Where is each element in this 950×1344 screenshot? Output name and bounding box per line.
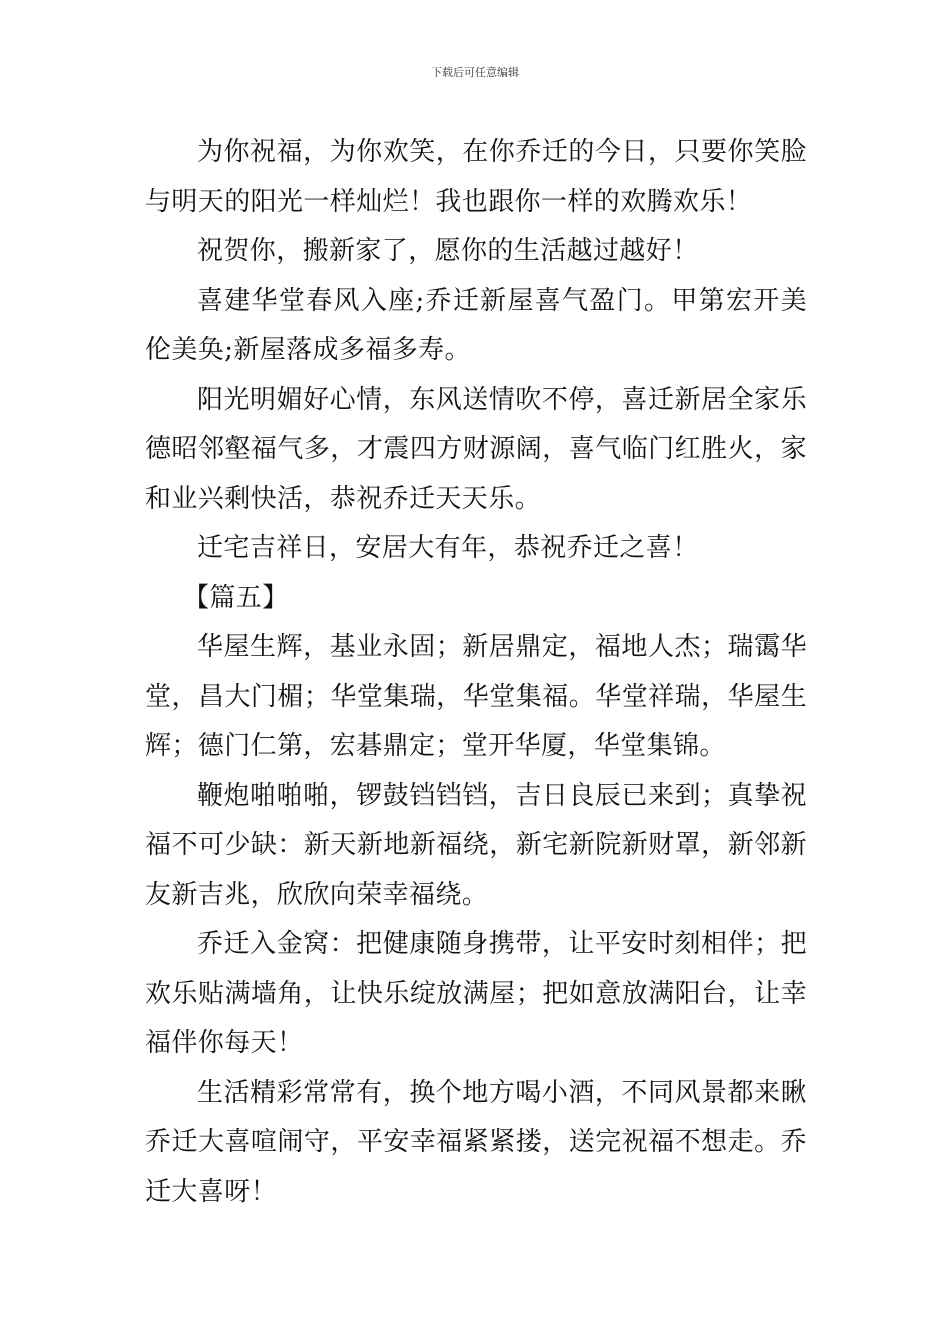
paragraph: 喜建华堂春风入座;乔迁新屋喜气盈门。甲第宏开美伦美奂;新屋落成多福多寿。: [145, 285, 807, 365]
paragraph: 迁宅吉祥日，安居大有年，恭祝乔迁之喜！: [197, 533, 699, 563]
page-header: 下载后可任意编辑: [431, 66, 519, 79]
paragraph: 祝贺你，搬新家了，愿你的生活越过越好！: [197, 236, 699, 266]
paragraph: 鞭炮啪啪啪，锣鼓铛铛铛，吉日良辰已来到；真挚祝福不可少缺：新天新地新福绕，新宅新院新财罩，新邻新友新吉兆，欣欣向荣幸福绕。: [145, 780, 807, 910]
paragraph: 阳光明媚好心情，东风送情吹不停，喜迁新居全家乐德昭邻壑福气多，才震四方财源阔，喜气临门红胜火，家和业兴剩快活，恭祝乔迁天天乐。: [145, 384, 807, 514]
paragraph: 生活精彩常常有，换个地方喝小酒，不同风景都来瞅乔迁大喜喧闹守，平安幸福紧紧搂，送完祝福不想走。乔迁大喜呀！: [145, 1077, 807, 1207]
document-body: [145, 128, 807, 1217]
paragraph: 乔迁入金窝：把健康随身携带，让平安时刻相伴；把欢乐贴满墙角，让快乐绽放满屋；把如意放满阳台，让幸福伴你每天！: [145, 929, 807, 1058]
paragraph: 华屋生辉，基业永固；新居鼎定，福地人杰；瑞霭华堂，昌大门楣；华堂集瑞，华堂集福。华堂祥瑞，华屋生辉；德门仁第，宏碁鼎定；堂开华厦，华堂集锦。: [145, 632, 807, 761]
paragraph: 为你祝福，为你欢笑，在你乔迁的今日，只要你笑脸与明天的阳光一样灿烂！我也跟你一样的欢腾欢乐！: [145, 137, 807, 217]
section-heading: 【篇五】: [183, 582, 289, 613]
